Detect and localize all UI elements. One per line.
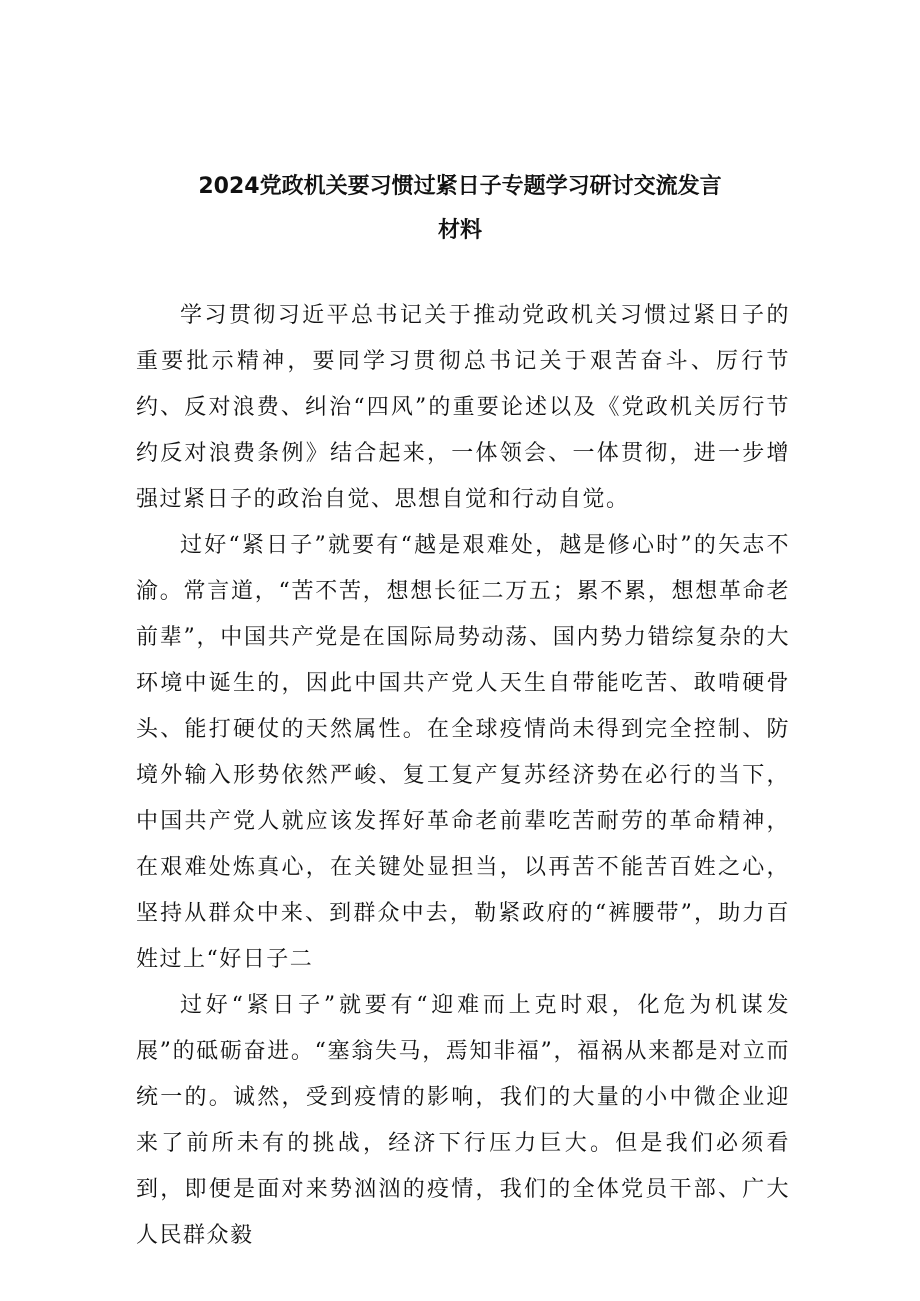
document-title-continued: 材料 [437, 218, 482, 243]
paragraph-2: 过好“紧日子”就要有“越是艰难处，越是修心时”的矢志不渝。常言道，“苦不苦，想想长征二万五；累不累，想想革命老前辈”，中国共产党是在国际局势动荡、国内势力错综复杂的大环境中诞生的，因此中国共产党人天生自带能吃苦、敢啃硬骨头、能打硬仗的天然属性。在全球疫情尚未得到完全控制、防境外输入形势依然严峻、复工复产复苏经济势在必行的当下，中国共产党人就应该发挥好革命老前辈吃苦耐劳的革命精神，在艰难处炼真心，在关键处显担当，以再苦不能苦百姓之心，坚持从群众中来、到群众中去，勒紧政府的“裤腰带”，助力百姓过上“好日子二 [136, 533, 790, 972]
document-body [136, 293, 790, 1259]
document-title: 2024党政机关要习惯过紧日子专题学习研讨交流发言 [198, 174, 722, 199]
paragraph-1: 学习贯彻习近平总书记关于推动党政机关习惯过紧日子的重要批示精神，要同学习贯彻总书记关于艰苦奋斗、厉行节约、反对浪费、纠治“四风”的重要论述以及《党政机关厉行节约反对浪费条例》结合起来，一体领会、一体贯彻，进一步增强过紧日子的政治自觉、思想自觉和行动自觉。 [136, 303, 790, 512]
paragraph-3: 过好“紧日子”就要有“迎难而上克时艰，化危为机谋发展”的砥砺奋进。“塞翁失马，焉知非福”，福祸从来都是对立而统一的。诚然，受到疫情的影响，我们的大量的小中微企业迎来了前所未有的挑战，经济下行压力巨大。但是我们必须看到，即便是面对来势汹汹的疫情，我们的全体党员干部、广大人民群众毅 [136, 993, 790, 1248]
